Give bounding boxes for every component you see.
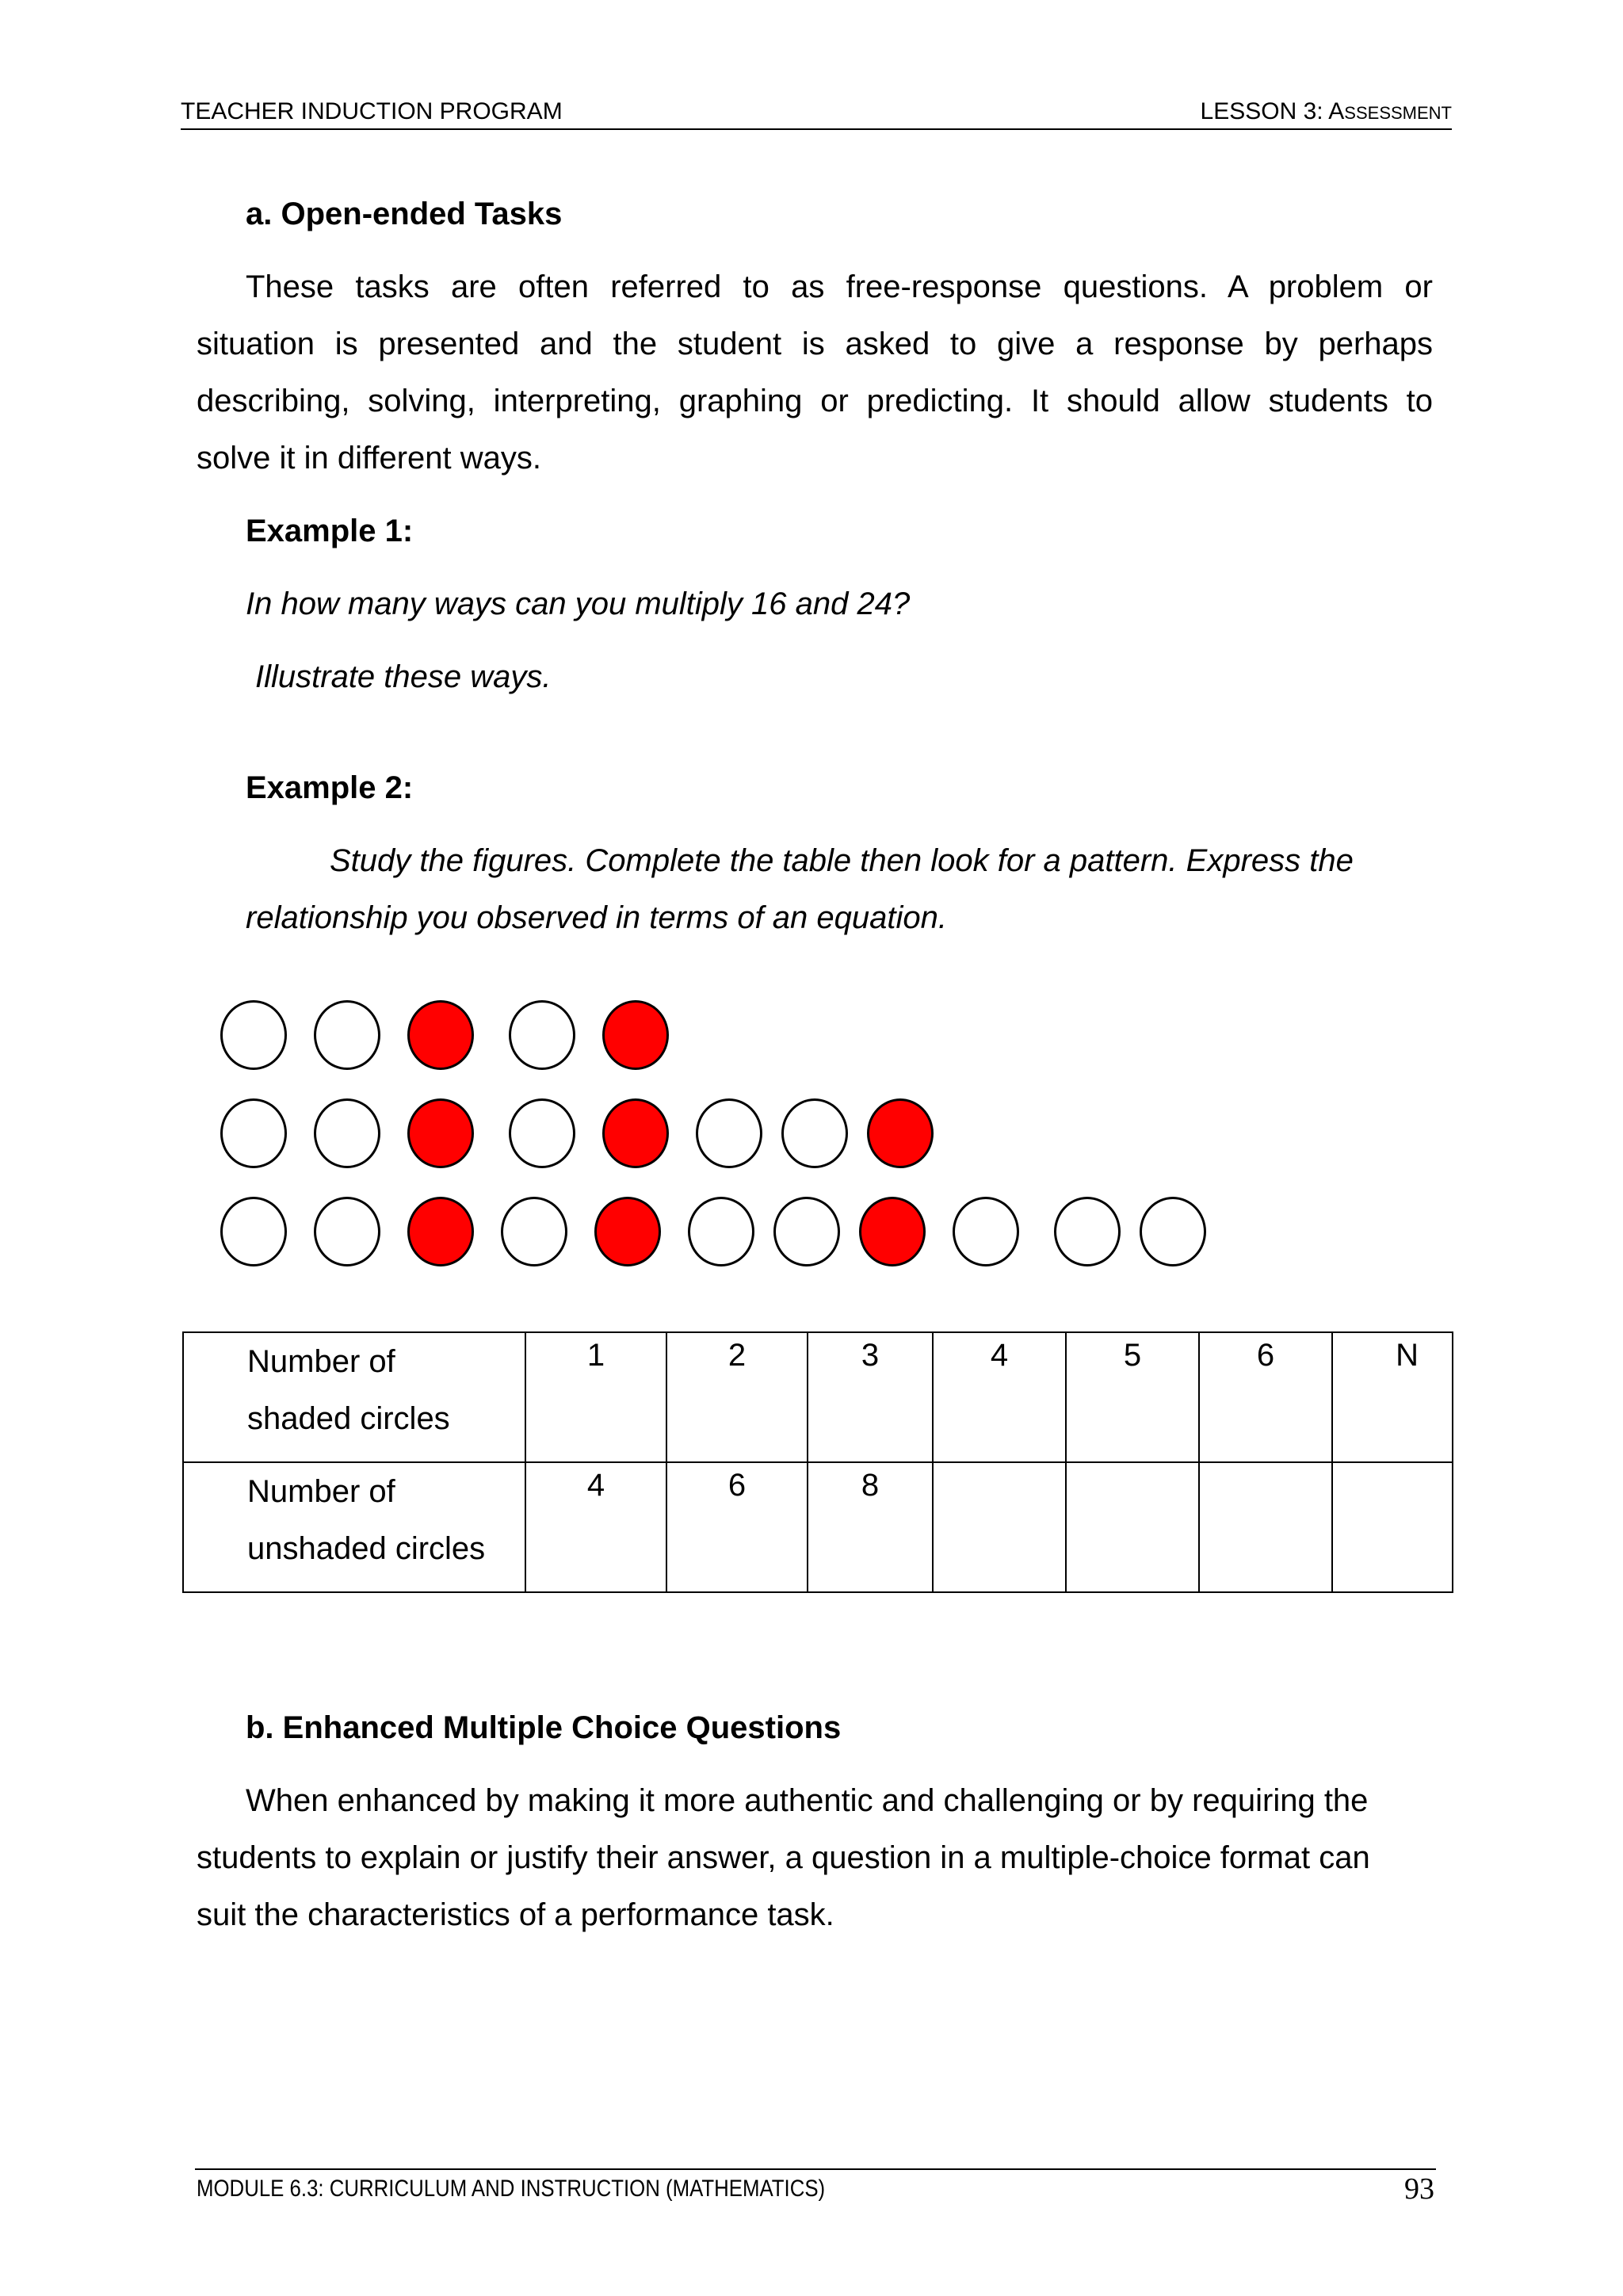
table-cell: 6 bbox=[1199, 1332, 1332, 1462]
table-row-shaded bbox=[183, 1332, 1453, 1462]
shaded-circle bbox=[407, 1000, 474, 1070]
unshaded-circle bbox=[220, 1197, 287, 1266]
shaded-circle bbox=[407, 1098, 474, 1168]
table-cell: 5 bbox=[1066, 1332, 1199, 1462]
unshaded-circle bbox=[1140, 1197, 1206, 1266]
unshaded-circle bbox=[220, 1098, 287, 1168]
table-row-unshaded bbox=[183, 1462, 1453, 1592]
shaded-circle bbox=[602, 1098, 669, 1168]
paragraph-line: describing, solving, interpreting, graphing or predicting. It should allow students to bbox=[197, 384, 1433, 418]
table-cell: 3 bbox=[808, 1332, 933, 1462]
table-cell: 4 bbox=[933, 1332, 1066, 1462]
example-2-line-1: Study the figures. Complete the table then look for a pattern. Express the bbox=[330, 843, 1354, 878]
paragraph-line: suit the characteristics of a performance task. bbox=[197, 1897, 834, 1932]
lesson-label-smallcaps: SSESSMENT bbox=[1344, 103, 1452, 123]
running-header-lesson bbox=[1201, 98, 1452, 125]
example-2-line-2: relationship you observed in terms of an equation. bbox=[246, 900, 947, 935]
table-cell bbox=[1066, 1462, 1199, 1592]
unshaded-circle bbox=[314, 1098, 380, 1168]
running-header-title: TEACHER INDUCTION PROGRAM bbox=[181, 98, 563, 124]
example-1-question: In how many ways can you multiply 16 and 24? bbox=[246, 586, 911, 621]
table-cell: 8 bbox=[808, 1462, 933, 1592]
table-cell: N bbox=[1332, 1332, 1453, 1462]
unshaded-circle bbox=[953, 1197, 1019, 1266]
unshaded-circle bbox=[781, 1098, 848, 1168]
shaded-circle bbox=[859, 1197, 926, 1266]
section-b-heading: b. Enhanced Multiple Choice Questions bbox=[246, 1710, 842, 1745]
table-cell bbox=[1332, 1462, 1453, 1592]
unshaded-circle bbox=[688, 1197, 754, 1266]
unshaded-circle bbox=[509, 1000, 575, 1070]
table-cell bbox=[1199, 1462, 1332, 1592]
row-label-unshaded: Number of unshaded circles bbox=[183, 1462, 525, 1592]
unshaded-circle bbox=[773, 1197, 840, 1266]
table-cell: 1 bbox=[525, 1332, 666, 1462]
lesson-label: LESSON 3: A bbox=[1200, 98, 1345, 124]
unshaded-circle bbox=[501, 1197, 567, 1266]
paragraph-line: solve it in different ways. bbox=[197, 441, 542, 476]
example-1-instruction: Illustrate these ways. bbox=[255, 659, 552, 694]
header-rule bbox=[181, 128, 1452, 130]
paragraph-line: situation is presented and the student is asked to give a response by perhaps bbox=[197, 327, 1433, 361]
unshaded-circle bbox=[220, 1000, 287, 1070]
example-1-label: Example 1: bbox=[246, 514, 414, 548]
shaded-circle bbox=[594, 1197, 661, 1266]
footer-module-title: MODULE 6.3: CURRICULUM AND INSTRUCTION (MATHEMATICS) bbox=[197, 2176, 826, 2202]
paragraph-line: These tasks are often referred to as free-response questions. A problem or bbox=[246, 269, 1433, 304]
paragraph-line: When enhanced by making it more authentic and challenging or by requiring the bbox=[246, 1783, 1369, 1818]
shaded-circle bbox=[407, 1197, 474, 1266]
table-cell: 4 bbox=[525, 1462, 666, 1592]
section-a-heading: a. Open-ended Tasks bbox=[246, 197, 563, 231]
table-cell: 2 bbox=[666, 1332, 808, 1462]
section-b-paragraph bbox=[197, 1772, 1433, 1943]
example-2-label: Example 2: bbox=[246, 770, 414, 805]
unshaded-circle bbox=[696, 1098, 762, 1168]
unshaded-circle bbox=[314, 1000, 380, 1070]
footer-rule bbox=[195, 2168, 1436, 2170]
unshaded-circle bbox=[314, 1197, 380, 1266]
section-a-paragraph bbox=[197, 258, 1433, 487]
row-label-shaded: Number of shaded circles bbox=[183, 1332, 525, 1462]
unshaded-circle bbox=[1054, 1197, 1121, 1266]
table-cell bbox=[933, 1462, 1066, 1592]
unshaded-circle bbox=[509, 1098, 575, 1168]
table-cell: 6 bbox=[666, 1462, 808, 1592]
shaded-circle bbox=[602, 1000, 669, 1070]
pattern-table bbox=[182, 1331, 1453, 1593]
shaded-circle bbox=[867, 1098, 934, 1168]
paragraph-line: students to explain or justify their answer, a question in a multiple-choice format can bbox=[197, 1840, 1370, 1875]
page-number: 93 bbox=[1404, 2172, 1434, 2206]
